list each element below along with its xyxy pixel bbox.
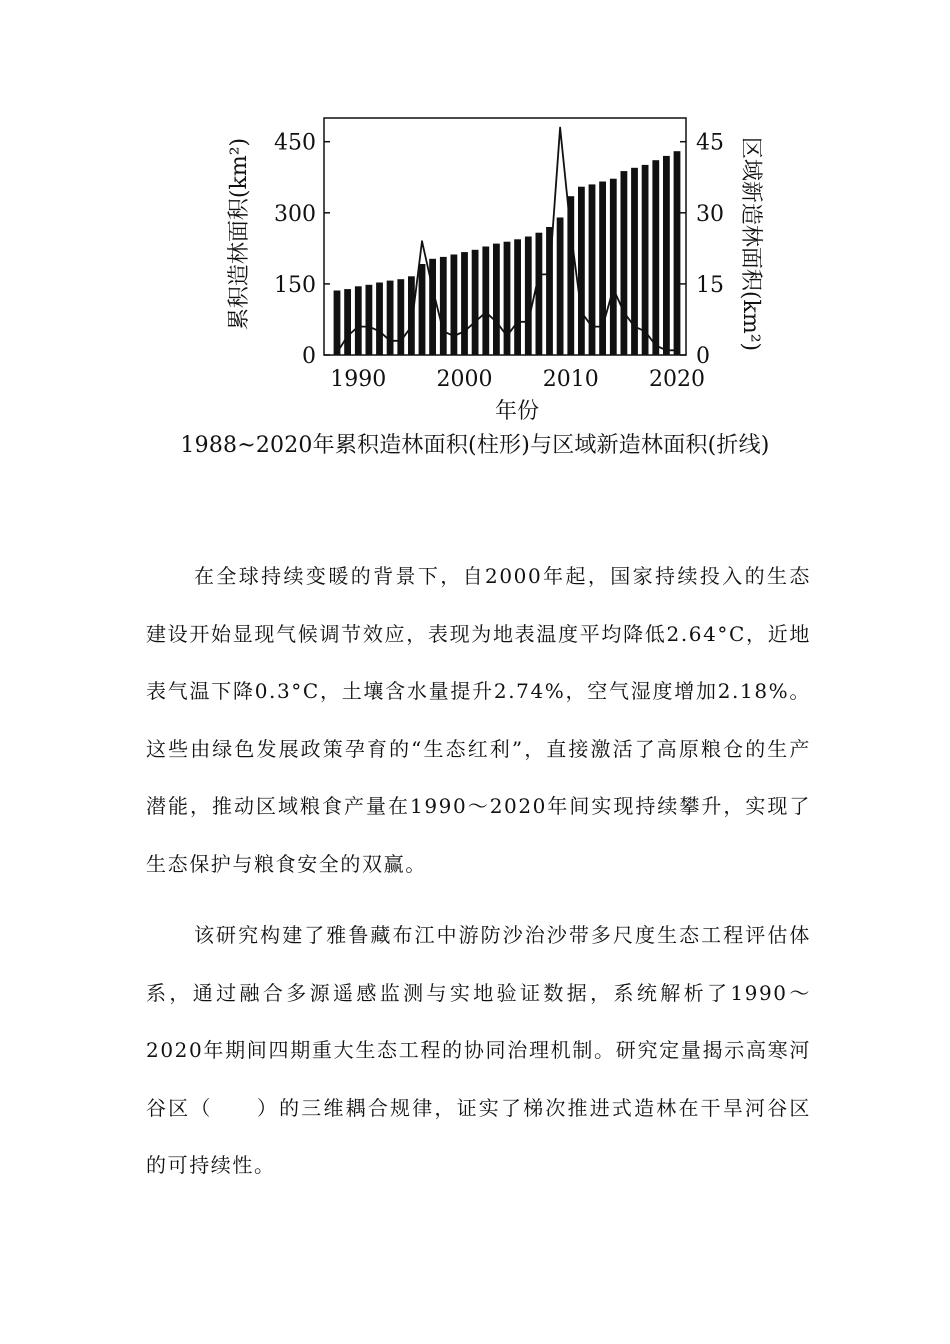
x-tick-label: 1990 <box>330 367 387 392</box>
bar-2020 <box>674 151 681 355</box>
bar-2017 <box>642 165 649 355</box>
bar-2006 <box>525 237 532 356</box>
x-axis-label: 年份 <box>494 399 540 424</box>
bar-1988 <box>334 291 341 356</box>
bar-1989 <box>344 289 351 355</box>
x-tick-label: 2010 <box>542 367 599 392</box>
bar-1997 <box>429 259 436 355</box>
paragraph-1: 在全球持续变暖的背景下，自2000年起，国家持续投入的生态建设开始显现气候调节效应，表现为地表温度平均降低2.64°C，近地表气温下降0.3°C，土壤含水量提升2.74%，空气湿度增加2.18%。这些由绿色发展政策孕育的“生态红利”，直接激活了高原粮仓的生产潜能，推动区域粮食产量在1990～2020年间实现持续攀升，实现了生态保护与粮食安全的双赢。 <box>146 564 811 876</box>
forest-area-chart <box>0 0 950 480</box>
left-axis <box>274 131 330 369</box>
bar-1993 <box>387 281 394 355</box>
svg-text:区域新造林面积(km²): 区域新造林面积(km²) <box>738 136 763 352</box>
right-tick-label: 0 <box>696 344 710 369</box>
bar-1999 <box>451 255 458 356</box>
right-axis-label-main: 区域新造林面积 <box>738 136 763 291</box>
bar-2002 <box>482 247 489 356</box>
bar-1992 <box>376 283 383 356</box>
x-tick-label: 2020 <box>649 367 705 392</box>
bar-1998 <box>440 257 447 355</box>
paragraph-2: 该研究构建了雅鲁藏布江中游防沙治沙带多尺度生态工程评估体系，通过融合多源遥感监测与实地验证数据，系统解析了1990～2020年期间四期重大生态工程的协同治理机制。研究定量揭示高寒河谷区（ ）的三维耦合规律，证实了梯次推进式造林在干旱河谷区的可持续性。 <box>146 923 811 1177</box>
right-tick-label: 15 <box>696 272 724 298</box>
bar-2009 <box>557 218 564 356</box>
bar-2007 <box>536 233 543 355</box>
right-axis-unit: km² <box>738 299 763 343</box>
left-tick-label: 300 <box>274 201 316 227</box>
bar-2004 <box>504 242 511 355</box>
left-axis-label <box>227 138 252 330</box>
left-tick-label: 450 <box>274 130 316 156</box>
left-tick-label: 150 <box>274 272 316 298</box>
bar-2014 <box>610 179 617 355</box>
bar-2000 <box>461 252 468 355</box>
bar-2019 <box>663 156 670 355</box>
bar-2010 <box>567 196 574 355</box>
left-axis-label-main: 累积造林面积 <box>227 198 252 331</box>
bar-2012 <box>589 184 596 355</box>
right-tick-label: 30 <box>696 201 724 227</box>
left-tick-label: 0 <box>302 344 316 369</box>
x-tick-label: 2000 <box>436 367 493 392</box>
figure-caption: 1988~2020年累积造林面积(柱形)与区域新造林面积(折线) <box>180 433 770 458</box>
bar-2015 <box>621 171 628 355</box>
bar-1996 <box>419 264 426 355</box>
right-tick-label: 45 <box>696 130 724 156</box>
bar-2003 <box>493 244 500 355</box>
bar-2001 <box>472 250 479 355</box>
bar-1995 <box>408 276 415 355</box>
bar-2011 <box>578 187 585 355</box>
bar-2018 <box>652 160 659 355</box>
bar-1990 <box>355 286 362 355</box>
left-axis-unit: km² <box>227 146 252 190</box>
svg-text:累积造林面积(km²): 累积造林面积(km²) <box>227 137 252 331</box>
bar-1994 <box>397 279 404 355</box>
bar-1991 <box>366 285 373 355</box>
bar-series <box>334 151 681 355</box>
bar-2013 <box>599 182 606 356</box>
right-axis-label <box>738 137 763 351</box>
bar-2005 <box>514 239 521 355</box>
